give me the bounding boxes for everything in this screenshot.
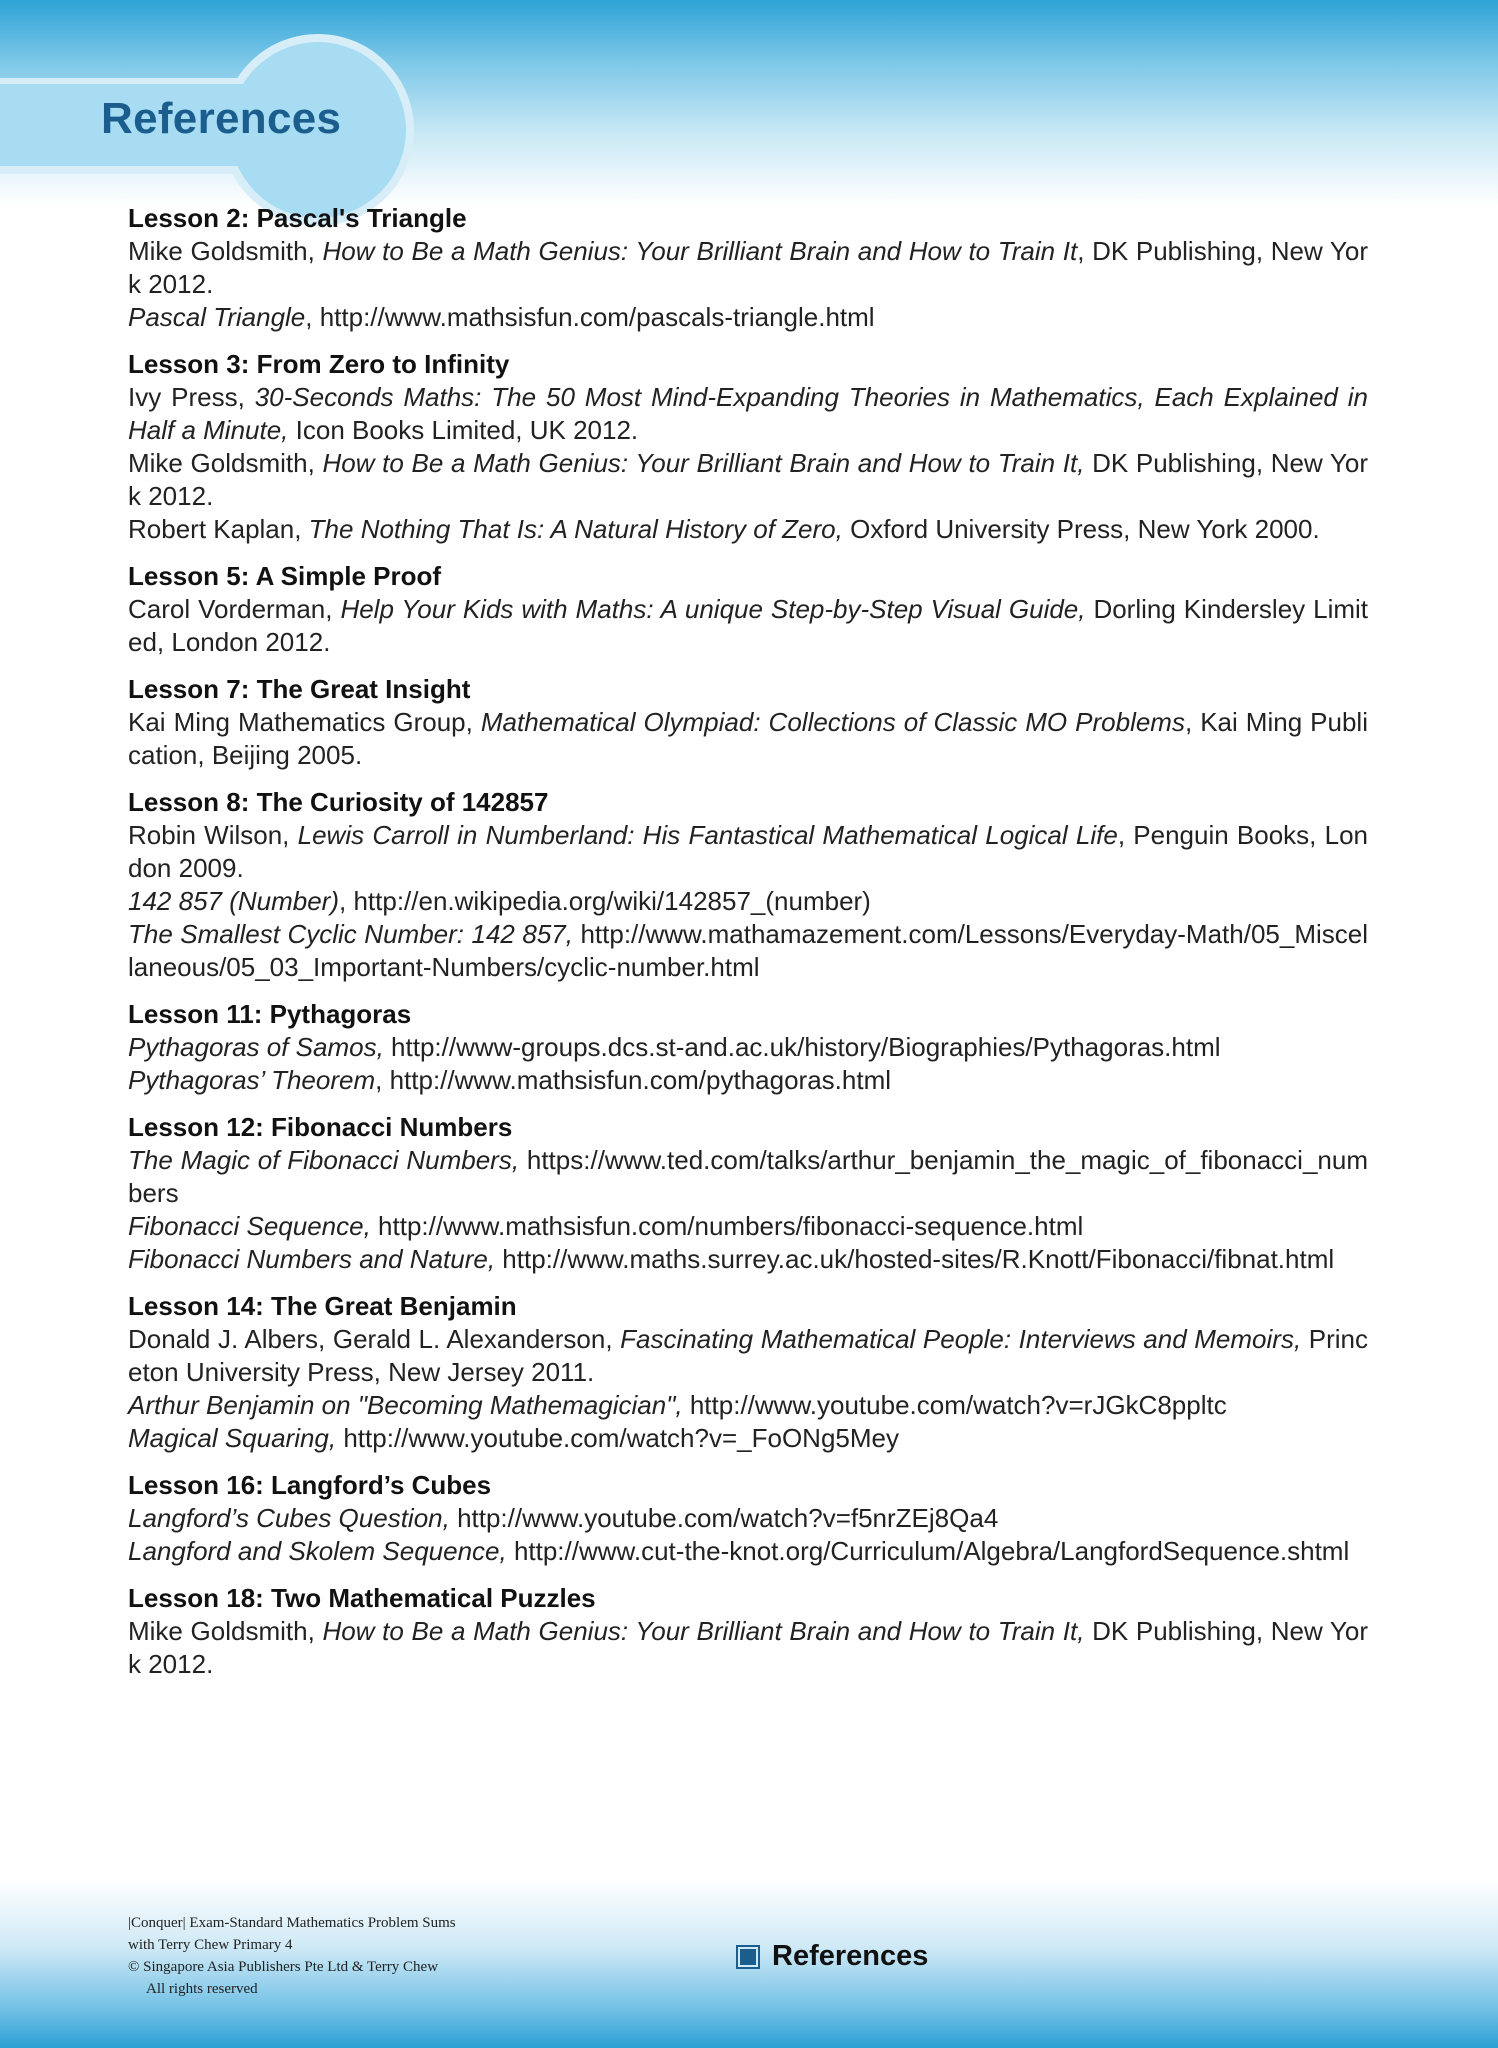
footer-line: © Singapore Asia Publishers Pte Ltd & Terry Chew [128, 1959, 439, 1975]
reference-title: Arthur Benjamin on "Becoming Mathemagician", [128, 1390, 683, 1420]
reference-section [128, 998, 1368, 1097]
reference-section [128, 348, 1368, 546]
footer-section-label [738, 1940, 928, 1973]
reference-source: http://www-groups.dcs.st-and.ac.uk/history/Biographies/Pythagoras.html [383, 1032, 1221, 1062]
reference-source: http://www.youtube.com/watch?v=_FoONg5Mey [336, 1423, 899, 1453]
reference-section [128, 1582, 1368, 1681]
section-heading: Lesson 12: Fibonacci Numbers [128, 1112, 513, 1142]
reference-title: Langford and Skolem Sequence, [128, 1536, 507, 1566]
reference-entry [128, 301, 1368, 334]
reference-title: 142 857 (Number) [128, 886, 339, 916]
reference-source: , DK Publishing, New York 2012. [128, 236, 1369, 299]
section-heading: Lesson 5: A Simple Proof [128, 561, 442, 591]
reference-source: https://www.ted.com/talks/arthur_benjamin_the_magic_of_fibonacci_numbers [128, 1145, 1368, 1208]
section-heading: Lesson 14: The Great Benjamin [128, 1291, 517, 1321]
reference-author: Donald J. Albers, Gerald L. Alexanderson, [128, 1324, 621, 1354]
reference-source: http://www.cut-the-knot.org/Curriculum/Algebra/LangfordSequence.shtml [506, 1536, 1350, 1566]
reference-entry [128, 1031, 1368, 1064]
reference-source: Dorling Kindersley Limited, London 2012. [128, 594, 1369, 657]
reference-source: DK Publishing, New York 2012. [128, 1616, 1369, 1679]
reference-title: Help Your Kids with Maths: A unique Step-by-Step Visual Guide, [340, 594, 1086, 624]
reference-entry [128, 819, 1368, 885]
reference-title: Fascinating Mathematical People: Interviews and Memoirs, [620, 1324, 1302, 1354]
reference-source: http://www.youtube.com/watch?v=f5nrZEj8Qa4 [449, 1503, 999, 1533]
reference-entry [128, 381, 1368, 447]
reference-title: 30-Seconds Maths: The 50 Most Mind-Expanding Theories in Mathematics, Each Explained in Half a Minute, [128, 382, 1368, 445]
reference-author: Carol Vorderman, [128, 594, 341, 624]
section-heading: Lesson 3: From Zero to Infinity [128, 349, 510, 379]
reference-title: How to Be a Math Genius: Your Brilliant Brain and How to Train It, [322, 1616, 1085, 1646]
reference-source: , Penguin Books, London 2009. [128, 820, 1369, 883]
section-heading: Lesson 7: The Great Insight [128, 674, 471, 704]
reference-author: Robert Kaplan, [128, 514, 309, 544]
footer-line: |Conquer| Exam-Standard Mathematics Problem Sums [128, 1915, 456, 1931]
reference-section [128, 673, 1368, 772]
square-bullet-icon [738, 1947, 758, 1967]
reference-title: The Nothing That Is: A Natural History of Zero, [308, 514, 843, 544]
reference-title: Fibonacci Numbers and Nature, [128, 1244, 496, 1274]
reference-entry [128, 235, 1368, 301]
reference-source: DK Publishing, New York 2012. [128, 448, 1369, 511]
reference-entry [128, 706, 1368, 772]
reference-source: Oxford University Press, New York 2000. [842, 514, 1320, 544]
reference-entry [128, 1210, 1368, 1243]
reference-section [128, 1290, 1368, 1455]
footer-line: with Terry Chew Primary 4 [128, 1937, 293, 1953]
reference-entry [128, 1615, 1368, 1681]
reference-source: , http://en.wikipedia.org/wiki/142857_(number) [339, 886, 871, 916]
reference-entry [128, 1422, 1368, 1455]
reference-title: Fibonacci Sequence, [128, 1211, 371, 1241]
reference-source: , Kai Ming Publication, Beijing 2005. [128, 707, 1368, 770]
reference-title: How to Be a Math Genius: Your Brilliant Brain and How to Train It [322, 236, 1078, 266]
reference-title: How to Be a Math Genius: Your Brilliant Brain and How to Train It, [322, 448, 1085, 478]
reference-author: Mike Goldsmith, [128, 236, 323, 266]
references-list [128, 202, 1368, 1695]
reference-author: Ivy Press, [128, 382, 255, 412]
section-heading: Lesson 16: Langford’s Cubes [128, 1470, 492, 1500]
reference-source: Princeton University Press, New Jersey 2011. [128, 1324, 1369, 1387]
reference-author: Mike Goldsmith, [128, 1616, 323, 1646]
reference-section [128, 202, 1368, 334]
reference-title: Mathematical Olympiad: Collections of Classic MO Problems [480, 707, 1185, 737]
reference-source: http://www.mathamazement.com/Lessons/Everyday-Math/05_Miscellaneous/05_03_Important-Numbers/cyclic-number.html [128, 919, 1369, 982]
reference-title: The Smallest Cyclic Number: 142 857, [128, 919, 573, 949]
reference-section [128, 1111, 1368, 1276]
reference-entry [128, 513, 1368, 546]
reference-entry [128, 593, 1368, 659]
reference-source: Icon Books Limited, UK 2012. [288, 415, 639, 445]
reference-section [128, 560, 1368, 659]
reference-entry [128, 1389, 1368, 1422]
reference-title: Magical Squaring, [128, 1423, 337, 1453]
footer-section-title: References [772, 1940, 929, 1972]
reference-source: , http://www.mathsisfun.com/pascals-triangle.html [305, 302, 875, 332]
reference-entry [128, 918, 1368, 984]
reference-title: The Magic of Fibonacci Numbers, [128, 1145, 520, 1175]
reference-entry [128, 1323, 1368, 1389]
reference-title: Pascal Triangle [128, 302, 306, 332]
reference-source: http://www.mathsisfun.com/numbers/fibonacci-sequence.html [370, 1211, 1084, 1241]
reference-entry [128, 1535, 1368, 1568]
reference-source: http://www.youtube.com/watch?v=rJGkC8ppltc [682, 1390, 1227, 1420]
reference-source: , http://www.mathsisfun.com/pythagoras.html [375, 1065, 892, 1095]
footer-line: All rights reserved [146, 1981, 258, 1997]
section-heading: Lesson 8: The Curiosity of 142857 [128, 787, 549, 817]
reference-title: Pythagoras’ Theorem [128, 1065, 376, 1095]
page-title: References [101, 94, 342, 143]
reference-author: Kai Ming Mathematics Group, [128, 707, 481, 737]
reference-entry [128, 885, 1368, 918]
reference-entry [128, 1502, 1368, 1535]
reference-title: Langford’s Cubes Question, [128, 1503, 450, 1533]
section-heading: Lesson 18: Two Mathematical Puzzles [128, 1583, 596, 1613]
section-heading: Lesson 11: Pythagoras [128, 999, 412, 1029]
reference-entry [128, 447, 1368, 513]
reference-title: Pythagoras of Samos, [128, 1032, 384, 1062]
reference-title: Lewis Carroll in Numberland: His Fantastical Mathematical Logical Life [297, 820, 1118, 850]
reference-entry [128, 1243, 1368, 1276]
reference-author: Mike Goldsmith, [128, 448, 323, 478]
section-heading: Lesson 2: Pascal's Triangle [128, 203, 467, 233]
reference-section [128, 786, 1368, 984]
reference-entry [128, 1064, 1368, 1097]
footer-publication-info [128, 1912, 548, 2000]
reference-source: http://www.maths.surrey.ac.uk/hosted-sites/R.Knott/Fibonacci/fibnat.html [495, 1244, 1335, 1274]
reference-author: Robin Wilson, [128, 820, 298, 850]
reference-section [128, 1469, 1368, 1568]
reference-entry [128, 1144, 1368, 1210]
